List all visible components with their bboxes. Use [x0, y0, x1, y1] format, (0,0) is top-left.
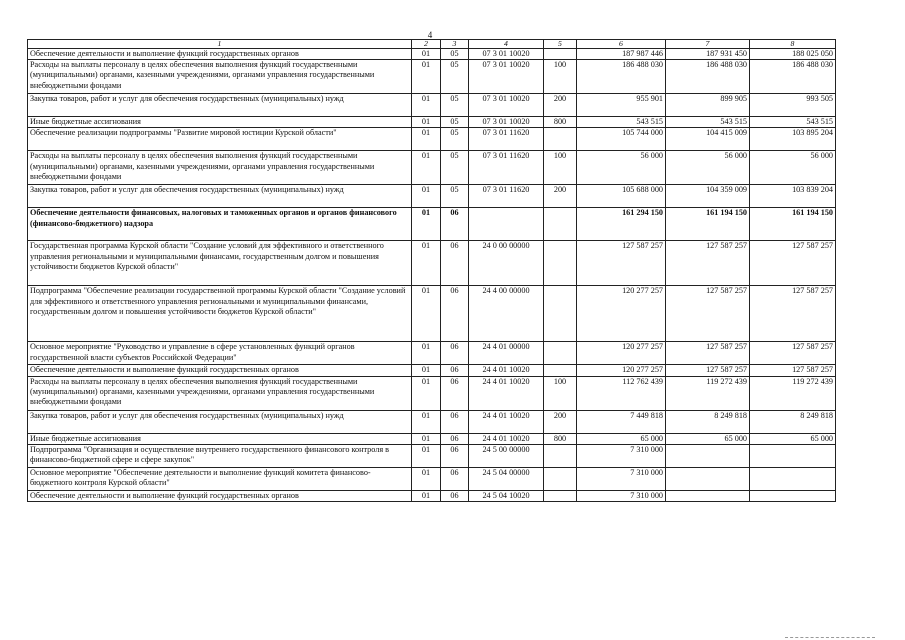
amount-col7-cell: 8 249 818 — [666, 410, 750, 433]
table-row — [28, 117, 836, 128]
section-code-cell: 01 — [412, 151, 441, 185]
expense-name-cell: Обеспечение деятельности и выполнение функций государственных органов — [28, 490, 412, 501]
amount-col8-cell: 103 839 204 — [750, 185, 836, 208]
budget-table — [27, 39, 836, 502]
amount-col8-cell: 127 587 257 — [750, 365, 836, 376]
target-article-cell: 07 3 01 10020 — [469, 60, 544, 94]
section-code-cell: 01 — [412, 94, 441, 117]
section-code-cell: 01 — [412, 342, 441, 365]
target-article-cell: 24 4 01 10020 — [469, 410, 544, 433]
section-code-cell: 01 — [412, 49, 441, 60]
amount-col7-cell: 65 000 — [666, 433, 750, 444]
section-code-cell: 01 — [412, 208, 441, 241]
table-row — [28, 185, 836, 208]
amount-col6-cell: 127 587 257 — [577, 241, 666, 286]
section-code-cell: 01 — [412, 444, 441, 467]
amount-col6-cell: 7 310 000 — [577, 490, 666, 501]
target-article-cell: 07 3 01 10020 — [469, 117, 544, 128]
amount-col8-cell: 103 895 204 — [750, 128, 836, 151]
table-row — [28, 286, 836, 342]
table-row — [28, 433, 836, 444]
subsection-code-cell: 06 — [441, 410, 469, 433]
expense-type-cell — [544, 49, 577, 60]
amount-col6-cell: 112 762 439 — [577, 376, 666, 410]
table-row — [28, 208, 836, 241]
section-code-cell: 01 — [412, 365, 441, 376]
subsection-code-cell: 05 — [441, 117, 469, 128]
target-article-cell: 24 4 01 00000 — [469, 342, 544, 365]
amount-col8-cell: 543 515 — [750, 117, 836, 128]
amount-col8-cell — [750, 444, 836, 467]
expense-name-cell: Обеспечение деятельности и выполнение функций государственных органов — [28, 365, 412, 376]
amount-col6-cell: 120 277 257 — [577, 365, 666, 376]
target-article-cell: 24 0 00 00000 — [469, 241, 544, 286]
expense-type-cell — [544, 490, 577, 501]
amount-col8-cell: 188 025 050 — [750, 49, 836, 60]
section-code-cell: 01 — [412, 490, 441, 501]
amount-col7-cell — [666, 467, 750, 490]
amount-col8-cell: 127 587 257 — [750, 241, 836, 286]
target-article-cell: 07 3 01 11620 — [469, 185, 544, 208]
expense-type-cell: 200 — [544, 94, 577, 117]
subsection-code-cell: 05 — [441, 49, 469, 60]
header-cell: 2 — [412, 40, 441, 49]
amount-col7-cell: 127 587 257 — [666, 286, 750, 342]
expense-name-cell: Основное мероприятие "Обеспечение деятельности и выполнение функций комитета финансово-бюджетного контроля Курской области" — [28, 467, 412, 490]
amount-col6-cell: 161 294 150 — [577, 208, 666, 241]
expense-type-cell: 800 — [544, 433, 577, 444]
section-code-cell: 01 — [412, 241, 441, 286]
subsection-code-cell: 06 — [441, 342, 469, 365]
target-article-cell — [469, 208, 544, 241]
subsection-code-cell: 06 — [441, 241, 469, 286]
amount-col6-cell: 120 277 257 — [577, 342, 666, 365]
amount-col7-cell: 104 415 009 — [666, 128, 750, 151]
amount-col8-cell: 186 488 030 — [750, 60, 836, 94]
amount-col8-cell: 56 000 — [750, 151, 836, 185]
expense-type-cell: 200 — [544, 185, 577, 208]
amount-col7-cell — [666, 444, 750, 467]
amount-col8-cell: 65 000 — [750, 433, 836, 444]
subsection-code-cell: 05 — [441, 94, 469, 117]
amount-col6-cell: 120 277 257 — [577, 286, 666, 342]
expense-name-cell: Иные бюджетные ассигнования — [28, 117, 412, 128]
expense-name-cell: Расходы на выплаты персоналу в целях обеспечения выполнения функций государственными (муниципальными) органами, казенными учреждениями, органами управления государственными внебюджетными фондами — [28, 151, 412, 185]
subsection-code-cell: 06 — [441, 365, 469, 376]
section-code-cell: 01 — [412, 467, 441, 490]
page-edge-mark — [785, 637, 875, 638]
expense-name-cell: Расходы на выплаты персоналу в целях обеспечения выполнения функций государственными (муниципальными) органами, казенными учреждениями, органами управления государственными внебюджетными фондами — [28, 376, 412, 410]
amount-col8-cell: 119 272 439 — [750, 376, 836, 410]
amount-col7-cell: 187 931 450 — [666, 49, 750, 60]
expense-name-cell: Расходы на выплаты персоналу в целях обеспечения выполнения функций государственными (муниципальными) органами, казенными учреждениями, органами управления государственными внебюджетными фондами — [28, 60, 412, 94]
amount-col6-cell: 7 310 000 — [577, 467, 666, 490]
amount-col7-cell: 127 587 257 — [666, 342, 750, 365]
table-row — [28, 342, 836, 365]
table-row — [28, 444, 836, 467]
amount-col8-cell: 127 587 257 — [750, 342, 836, 365]
expense-type-cell: 200 — [544, 410, 577, 433]
table-row — [28, 60, 836, 94]
subsection-code-cell: 06 — [441, 433, 469, 444]
target-article-cell: 07 3 01 10020 — [469, 94, 544, 117]
amount-col7-cell: 543 515 — [666, 117, 750, 128]
expense-type-cell — [544, 444, 577, 467]
table-row — [28, 241, 836, 286]
expense-type-cell — [544, 467, 577, 490]
header-cell: 4 — [469, 40, 544, 49]
target-article-cell: 24 4 01 10020 — [469, 433, 544, 444]
header-cell: 6 — [577, 40, 666, 49]
amount-col8-cell: 161 194 150 — [750, 208, 836, 241]
amount-col8-cell: 8 249 818 — [750, 410, 836, 433]
target-article-cell: 24 4 01 10020 — [469, 365, 544, 376]
section-code-cell: 01 — [412, 117, 441, 128]
expense-type-cell: 100 — [544, 376, 577, 410]
target-article-cell: 24 5 04 00000 — [469, 467, 544, 490]
subsection-code-cell: 06 — [441, 490, 469, 501]
expense-type-cell — [544, 128, 577, 151]
amount-col8-cell — [750, 467, 836, 490]
expense-name-cell: Подпрограмма "Обеспечение реализации государственной программы Курской области "Создание условий для эффективного и ответственного управления региональными и муниципальными финансами, государственным долгом и повышения устойчивости бюджетов Курской области" — [28, 286, 412, 342]
amount-col6-cell: 56 000 — [577, 151, 666, 185]
subsection-code-cell: 06 — [441, 444, 469, 467]
subsection-code-cell: 06 — [441, 376, 469, 410]
target-article-cell: 07 3 01 11620 — [469, 151, 544, 185]
amount-col6-cell: 543 515 — [577, 117, 666, 128]
table-row — [28, 467, 836, 490]
header-cell: 7 — [666, 40, 750, 49]
expense-name-cell: Обеспечение деятельности финансовых, налоговых и таможенных органов и органов финансового (финансово-бюджетного) надзора — [28, 208, 412, 241]
subsection-code-cell: 06 — [441, 286, 469, 342]
header-cell: 8 — [750, 40, 836, 49]
header-cell: 1 — [28, 40, 412, 49]
target-article-cell: 24 5 00 00000 — [469, 444, 544, 467]
expense-name-cell: Закупка товаров, работ и услуг для обеспечения государственных (муниципальных) нужд — [28, 185, 412, 208]
amount-col7-cell: 899 905 — [666, 94, 750, 117]
section-code-cell: 01 — [412, 410, 441, 433]
expense-name-cell: Обеспечение реализации подпрограммы "Развитие мировой юстиции Курской области" — [28, 128, 412, 151]
subsection-code-cell: 05 — [441, 185, 469, 208]
target-article-cell: 07 3 01 10020 — [469, 49, 544, 60]
table-row — [28, 410, 836, 433]
expense-type-cell: 800 — [544, 117, 577, 128]
amount-col7-cell: 127 587 257 — [666, 365, 750, 376]
expense-type-cell — [544, 342, 577, 365]
page-number: 4 — [427, 30, 433, 40]
amount-col7-cell: 104 359 009 — [666, 185, 750, 208]
section-code-cell: 01 — [412, 60, 441, 94]
amount-col7-cell: 56 000 — [666, 151, 750, 185]
subsection-code-cell: 06 — [441, 467, 469, 490]
amount-col7-cell — [666, 490, 750, 501]
table-row — [28, 128, 836, 151]
amount-col6-cell: 955 901 — [577, 94, 666, 117]
amount-col7-cell: 186 488 030 — [666, 60, 750, 94]
table-row — [28, 376, 836, 410]
target-article-cell: 24 5 04 10020 — [469, 490, 544, 501]
amount-col8-cell — [750, 490, 836, 501]
expense-name-cell: Основное мероприятие "Руководство и управление в сфере установленных функций органов государственной власти субъектов Российской Федерации" — [28, 342, 412, 365]
amount-col7-cell: 161 194 150 — [666, 208, 750, 241]
expense-type-cell: 100 — [544, 151, 577, 185]
section-code-cell: 01 — [412, 185, 441, 208]
section-code-cell: 01 — [412, 128, 441, 151]
amount-col6-cell: 7 310 000 — [577, 444, 666, 467]
amount-col8-cell: 993 505 — [750, 94, 836, 117]
subsection-code-cell: 05 — [441, 128, 469, 151]
amount-col6-cell: 7 449 818 — [577, 410, 666, 433]
table-row — [28, 94, 836, 117]
subsection-code-cell: 05 — [441, 60, 469, 94]
expense-type-cell — [544, 208, 577, 241]
target-article-cell: 24 4 00 00000 — [469, 286, 544, 342]
section-code-cell: 01 — [412, 286, 441, 342]
amount-col6-cell: 186 488 030 — [577, 60, 666, 94]
target-article-cell: 24 4 01 10020 — [469, 376, 544, 410]
header-cell: 3 — [441, 40, 469, 49]
header-row — [28, 40, 836, 49]
table-row — [28, 151, 836, 185]
target-article-cell: 07 3 01 11620 — [469, 128, 544, 151]
expense-name-cell: Закупка товаров, работ и услуг для обеспечения государственных (муниципальных) нужд — [28, 410, 412, 433]
table-row — [28, 365, 836, 376]
amount-col7-cell: 127 587 257 — [666, 241, 750, 286]
amount-col7-cell: 119 272 439 — [666, 376, 750, 410]
section-code-cell: 01 — [412, 376, 441, 410]
expense-name-cell: Обеспечение деятельности и выполнение функций государственных органов — [28, 49, 412, 60]
expense-type-cell — [544, 241, 577, 286]
amount-col6-cell: 105 744 000 — [577, 128, 666, 151]
expense-name-cell: Закупка товаров, работ и услуг для обеспечения государственных (муниципальных) нужд — [28, 94, 412, 117]
amount-col6-cell: 187 987 446 — [577, 49, 666, 60]
table-row — [28, 49, 836, 60]
subsection-code-cell: 06 — [441, 208, 469, 241]
table-row — [28, 490, 836, 501]
expense-name-cell: Подпрограмма "Организация и осуществление внутреннего государственного финансового контроля в финансово-бюджетной сфере и сфере закупок" — [28, 444, 412, 467]
expense-name-cell: Государственная программа Курской области "Создание условий для эффективного и ответственного управления региональными и муниципальными финансами, государственным долгом и повышения устойчивости бюджетов Курской области" — [28, 241, 412, 286]
expense-name-cell: Иные бюджетные ассигнования — [28, 433, 412, 444]
amount-col6-cell: 65 000 — [577, 433, 666, 444]
expense-type-cell — [544, 286, 577, 342]
expense-type-cell: 100 — [544, 60, 577, 94]
amount-col6-cell: 105 688 000 — [577, 185, 666, 208]
expense-type-cell — [544, 365, 577, 376]
header-cell: 5 — [544, 40, 577, 49]
subsection-code-cell: 05 — [441, 151, 469, 185]
amount-col8-cell: 127 587 257 — [750, 286, 836, 342]
section-code-cell: 01 — [412, 433, 441, 444]
